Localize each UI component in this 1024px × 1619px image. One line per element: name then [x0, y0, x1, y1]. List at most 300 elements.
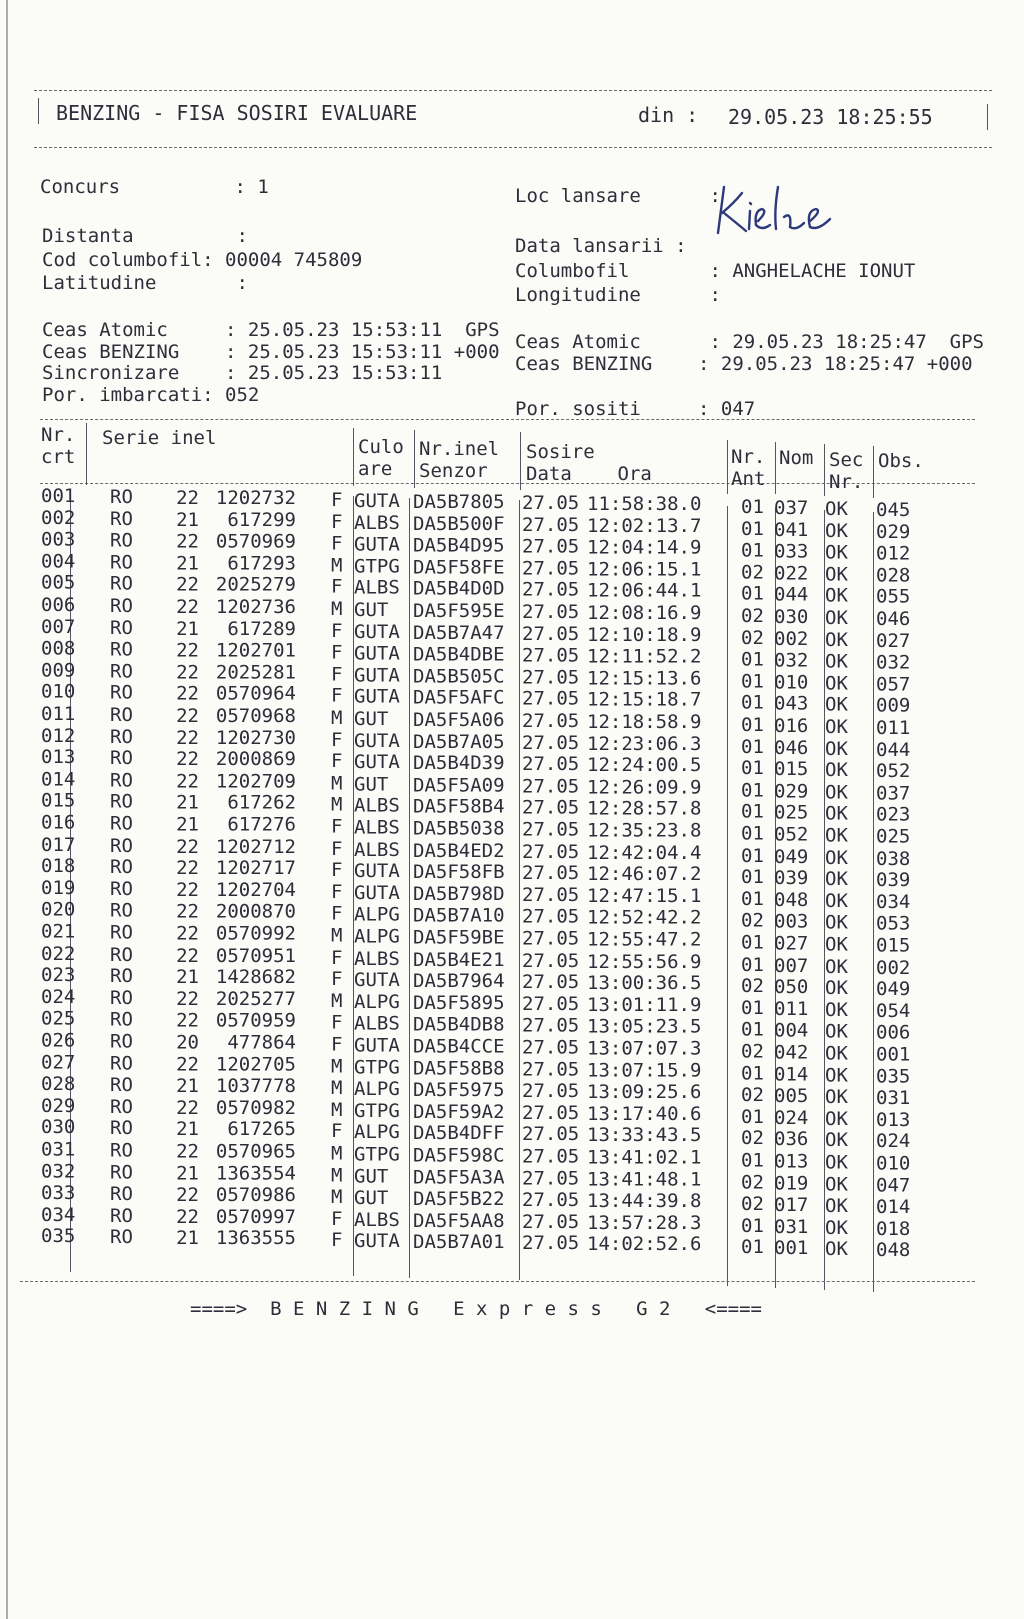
row-antenna: 01 [741, 1105, 764, 1128]
row-ring-year: 22 [176, 1140, 199, 1163]
row-arrival-date: 27.05 [522, 731, 580, 754]
row-arrival-time: 13:33:43.5 [587, 1124, 702, 1147]
row-arrival-time: 12:08:16.9 [587, 601, 702, 624]
row-color: ALBS [354, 816, 400, 839]
row-nom: 001 [774, 1237, 809, 1260]
row-nom: 049 [774, 845, 809, 868]
row-sex: M [331, 1098, 343, 1121]
row-security: OK [825, 1151, 848, 1174]
row-country: RO [110, 965, 133, 988]
row-sex: M [331, 1077, 343, 1100]
row-arrival-time: 13:41:02.1 [587, 1146, 702, 1169]
row-antenna: 01 [741, 670, 764, 693]
row-ring-number: 2025279 [215, 574, 296, 597]
row-color: ALPG [354, 903, 400, 926]
row-security: OK [825, 998, 848, 1021]
row-country: RO [110, 899, 133, 922]
row-security: OK [825, 498, 848, 520]
row-obs: 010 [876, 1152, 911, 1175]
row-number: 006 [41, 593, 76, 616]
sep-inel-header [414, 430, 415, 488]
row-obs: 015 [876, 934, 911, 957]
row-nom: 033 [774, 540, 809, 563]
row-color: GTPG [354, 1143, 400, 1166]
row-country: RO [110, 1117, 133, 1140]
row-antenna: 02 [741, 1127, 764, 1150]
row-nom: 043 [774, 693, 809, 716]
row-ring-number: 1202736 [215, 595, 296, 618]
row-sex: F [331, 685, 343, 708]
row-sex: F [331, 532, 343, 555]
row-ring-number: 1037778 [215, 1075, 296, 1098]
row-obs: 055 [876, 586, 911, 609]
row-security: OK [825, 585, 848, 608]
row-sex: M [331, 554, 343, 577]
row-sensor-ring: DA5B7964 [413, 970, 505, 993]
row-color: ALPG [354, 1078, 400, 1101]
row-ring-year: 22 [176, 770, 199, 793]
row-number: 013 [41, 746, 76, 769]
row-security: OK [825, 694, 848, 717]
row-ring-year: 20 [176, 1031, 199, 1054]
row-country: RO [110, 725, 133, 748]
row-sex: F [331, 946, 343, 969]
row-sex: M [331, 989, 343, 1012]
row-color: GTPG [354, 1099, 400, 1122]
row-arrival-time: 13:07:15.9 [587, 1059, 702, 1082]
row-ring-year: 22 [176, 879, 199, 902]
row-obs: 057 [876, 673, 911, 696]
row-arrival-date: 27.05 [522, 513, 580, 536]
row-nom: 046 [774, 736, 809, 759]
row-security: OK [825, 781, 848, 804]
row-arrival-date: 27.05 [522, 949, 580, 972]
row-color: GUT [354, 1165, 389, 1188]
row-sex: F [331, 641, 343, 664]
col-ant-label-2: Ant [731, 468, 766, 490]
table-bottom-rule [20, 1281, 975, 1282]
row-security: OK [825, 541, 848, 564]
row-antenna: 01 [741, 517, 764, 540]
row-security: OK [825, 715, 848, 738]
row-color: ALBS [354, 838, 400, 861]
row-ring-number: 617262 [227, 791, 296, 814]
row-nom: 016 [774, 714, 809, 737]
row-sensor-ring: DA5B7A05 [413, 730, 505, 753]
row-nom: 005 [774, 1085, 809, 1108]
row-sensor-ring: DA5F58FB [413, 861, 505, 884]
row-ring-year: 22 [176, 922, 199, 945]
header-top-rule [34, 90, 992, 91]
row-sensor-ring: DA5F59BE [413, 926, 505, 949]
row-arrival-date: 27.05 [522, 862, 580, 885]
row-antenna: 02 [741, 1040, 764, 1063]
row-antenna: 01 [741, 713, 764, 736]
row-country: RO [110, 551, 133, 574]
row-nom: 019 [774, 1172, 809, 1195]
row-ring-year: 22 [176, 1009, 199, 1032]
row-obs: 039 [876, 869, 911, 892]
col-nom-label: Nom [779, 447, 814, 469]
row-sex: F [331, 750, 343, 773]
row-sex: M [331, 597, 343, 620]
row-arrival-date: 27.05 [522, 796, 580, 819]
row-color: ALBS [354, 794, 400, 817]
header-right-bar [987, 104, 988, 130]
row-number: 035 [41, 1225, 76, 1248]
row-ring-year: 21 [176, 791, 199, 814]
row-obs: 027 [876, 629, 911, 652]
row-antenna: 02 [741, 1192, 764, 1215]
row-country: RO [110, 594, 133, 617]
row-arrival-date: 27.05 [522, 1080, 580, 1103]
row-color: ALPG [354, 925, 400, 948]
row-sensor-ring: DA5B4E21 [413, 948, 505, 971]
sincronizare-line: Sincronizare : 25.05.23 15:53:11 [42, 362, 443, 384]
row-color: GUTA [354, 729, 400, 752]
row-nom: 042 [774, 1041, 809, 1064]
row-antenna: 01 [741, 735, 764, 758]
row-nom: 013 [774, 1150, 809, 1173]
table-row [0, 1225, 1024, 1262]
row-ring-number: 0570992 [215, 922, 296, 945]
row-country: RO [110, 921, 133, 944]
row-sensor-ring: DA5F58FE [413, 556, 505, 579]
row-sex: F [331, 1033, 343, 1056]
row-country: RO [110, 812, 133, 835]
row-sensor-ring: DA5B4DFF [413, 1122, 505, 1145]
row-security: OK [825, 868, 848, 891]
data-lansarii-line: Data lansarii : [515, 235, 687, 257]
row-sex: F [331, 837, 343, 860]
row-arrival-time: 12:46:07.2 [587, 863, 702, 886]
row-ring-number: 617299 [227, 508, 296, 531]
row-security: OK [825, 1216, 848, 1239]
row-ring-number: 0570959 [215, 1009, 296, 1032]
row-country: RO [110, 573, 133, 596]
por-imbarcati-line: Por. imbarcati: 052 [42, 384, 260, 406]
row-sensor-ring: DA5B4ED2 [413, 839, 505, 862]
row-country: RO [110, 986, 133, 1009]
row-security: OK [825, 1064, 848, 1087]
row-arrival-time: 12:28:57.8 [587, 797, 702, 820]
row-nom: 030 [774, 605, 809, 628]
row-sex: F [331, 1011, 343, 1034]
row-obs: 009 [876, 695, 911, 718]
row-country: RO [110, 507, 133, 530]
row-nom: 007 [774, 954, 809, 977]
row-arrival-time: 13:57:28.3 [587, 1211, 702, 1234]
row-antenna: 01 [741, 648, 764, 671]
row-nom: 004 [774, 1019, 809, 1042]
row-arrival-date: 27.05 [522, 1101, 580, 1124]
row-security: OK [825, 977, 848, 1000]
row-ring-number: 2025277 [215, 987, 296, 1010]
footer-brand: ====> B E N Z I N G E x p r e s s G 2 <==== [190, 1298, 762, 1320]
row-arrival-time: 14:02:52.6 [587, 1233, 702, 1256]
row-antenna: 01 [741, 822, 764, 845]
cod-columbofil-line: Cod columbofil: 00004 745809 [42, 249, 363, 271]
row-ring-number: 1202704 [215, 879, 296, 902]
row-obs: 044 [876, 738, 911, 761]
row-arrival-date: 27.05 [522, 1232, 580, 1255]
row-ring-number: 0570968 [215, 704, 296, 727]
row-country: RO [110, 1161, 133, 1184]
col-sec-label-1: Sec [829, 449, 864, 471]
row-security: OK [825, 824, 848, 847]
row-security: OK [825, 933, 848, 956]
row-ring-number: 1428682 [215, 966, 296, 989]
row-obs: 002 [876, 956, 911, 979]
row-ring-number: 1202709 [215, 770, 296, 793]
row-arrival-time: 13:41:48.1 [587, 1168, 702, 1191]
row-security: OK [825, 955, 848, 978]
row-arrival-time: 12:18:58.9 [587, 710, 702, 733]
row-obs: 038 [876, 847, 911, 870]
row-sex: M [331, 793, 343, 816]
row-number: 020 [41, 898, 76, 921]
row-arrival-date: 27.05 [522, 579, 580, 602]
table-top-rule [40, 419, 975, 420]
row-color: ALBS [354, 1208, 400, 1231]
row-nom: 039 [774, 867, 809, 890]
row-color: GUT [354, 598, 389, 621]
row-number: 017 [41, 833, 76, 856]
row-obs: 048 [876, 1239, 911, 1262]
row-country: RO [110, 769, 133, 792]
row-country: RO [110, 1008, 133, 1031]
col-obs-label: Obs. [878, 450, 924, 472]
row-number: 029 [41, 1094, 76, 1117]
row-antenna: 02 [741, 604, 764, 627]
row-ring-year: 21 [176, 617, 199, 640]
row-ring-number: 477864 [227, 1031, 296, 1054]
row-arrival-date: 27.05 [522, 1188, 580, 1211]
row-security: OK [825, 759, 848, 782]
row-arrival-time: 12:52:42.2 [587, 906, 702, 929]
row-arrival-date: 27.05 [522, 644, 580, 667]
row-obs: 034 [876, 891, 911, 914]
row-nom: 027 [774, 932, 809, 955]
row-sex: F [331, 815, 343, 838]
row-number: 008 [41, 637, 76, 660]
row-arrival-time: 13:17:40.6 [587, 1102, 702, 1125]
row-sensor-ring: DA5B7A10 [413, 904, 505, 927]
row-color: GUTA [354, 882, 400, 905]
row-color: GUTA [354, 642, 400, 665]
row-security: OK [825, 911, 848, 934]
row-ring-number: 0570964 [215, 683, 296, 706]
row-antenna: 01 [741, 757, 764, 780]
row-color: GUTA [354, 751, 400, 774]
row-country: RO [110, 790, 133, 813]
row-ring-year: 22 [176, 1096, 199, 1119]
row-country: RO [110, 1204, 133, 1227]
row-obs: 011 [876, 716, 911, 739]
col-culoare-label-2: are [358, 458, 393, 480]
row-ring-year: 22 [176, 1053, 199, 1076]
row-nom: 022 [774, 562, 809, 585]
row-sex: M [331, 924, 343, 947]
row-arrival-time: 12:55:47.2 [587, 928, 702, 951]
row-antenna: 01 [741, 1149, 764, 1172]
row-ring-number: 617293 [227, 552, 296, 575]
row-color: GUT [354, 707, 389, 730]
row-number: 002 [41, 506, 76, 529]
row-obs: 049 [876, 978, 911, 1001]
row-antenna: 01 [741, 1062, 764, 1085]
row-sensor-ring: DA5B4DB8 [413, 1013, 505, 1036]
row-arrival-time: 13:01:11.9 [587, 993, 702, 1016]
row-number: 032 [41, 1160, 76, 1183]
row-arrival-time: 12:06:15.1 [587, 558, 702, 581]
row-arrival-date: 27.05 [522, 557, 580, 580]
row-ring-year: 22 [176, 574, 199, 597]
row-sensor-ring: DA5B4DBE [413, 643, 505, 666]
row-antenna: 02 [741, 561, 764, 584]
row-number: 021 [41, 920, 76, 943]
row-arrival-time: 13:05:23.5 [587, 1015, 702, 1038]
row-nom: 050 [774, 976, 809, 999]
row-arrival-time: 12:35:23.8 [587, 819, 702, 842]
row-sensor-ring: DA5F5AA8 [413, 1209, 505, 1232]
row-color: ALBS [354, 1012, 400, 1035]
row-ring-year: 22 [176, 530, 199, 553]
row-ring-year: 21 [176, 1162, 199, 1185]
row-arrival-date: 27.05 [522, 884, 580, 907]
row-number: 024 [41, 985, 76, 1008]
row-sensor-ring: DA5B505C [413, 665, 505, 688]
row-arrival-time: 12:02:13.7 [587, 514, 702, 537]
row-country: RO [110, 878, 133, 901]
row-sex: F [331, 510, 343, 533]
row-ring-number: 0570982 [215, 1096, 296, 1119]
ceas-benzing-end-line: Ceas BENZING : 29.05.23 18:25:47 +000 [515, 353, 973, 375]
row-ring-number: 1202730 [215, 726, 296, 749]
row-obs: 001 [876, 1043, 911, 1066]
row-number: 003 [41, 528, 76, 551]
row-arrival-date: 27.05 [522, 818, 580, 841]
row-antenna: 02 [741, 975, 764, 998]
row-sex: F [331, 859, 343, 882]
col-sec-label-2: Nr. [829, 471, 864, 493]
row-arrival-date: 27.05 [522, 992, 580, 1015]
row-color: GUTA [354, 969, 400, 992]
row-sex: F [331, 489, 343, 511]
row-color: GUTA [354, 860, 400, 883]
row-arrival-time: 13:09:25.6 [587, 1081, 702, 1104]
row-number: 033 [41, 1181, 76, 1204]
row-ring-number: 617265 [227, 1118, 296, 1141]
row-sex: F [331, 728, 343, 751]
row-security: OK [825, 737, 848, 760]
row-arrival-date: 27.05 [522, 622, 580, 645]
row-security: OK [825, 628, 848, 651]
row-security: OK [825, 672, 848, 695]
ceas-atomic-end-line: Ceas Atomic : 29.05.23 18:25:47 GPS [515, 331, 984, 353]
row-sex: F [331, 576, 343, 599]
row-arrival-date: 27.05 [522, 688, 580, 711]
row-security: OK [825, 802, 848, 825]
row-security: OK [825, 1129, 848, 1152]
row-number: 001 [41, 485, 76, 507]
row-color: GUTA [354, 1230, 400, 1253]
row-antenna: 01 [741, 866, 764, 889]
row-sex: F [331, 619, 343, 642]
row-arrival-time: 12:47:15.1 [587, 885, 702, 908]
row-number: 027 [41, 1051, 76, 1074]
row-sensor-ring: DA5F58B4 [413, 795, 505, 818]
row-sex: F [331, 1207, 343, 1230]
row-ring-year: 22 [176, 683, 199, 706]
row-obs: 037 [876, 782, 911, 805]
row-sensor-ring: DA5F5AFC [413, 687, 505, 710]
row-arrival-date: 27.05 [522, 1036, 580, 1059]
row-sex: M [331, 706, 343, 729]
col-crt-label: crt [41, 446, 76, 468]
row-nom: 010 [774, 671, 809, 694]
row-ring-year: 22 [176, 748, 199, 771]
row-obs: 006 [876, 1021, 911, 1044]
row-ring-year: 22 [176, 857, 199, 880]
row-color: GTPG [354, 1056, 400, 1079]
row-antenna: 02 [741, 626, 764, 649]
report-date-value: 29.05.23 18:25:55 [728, 105, 933, 129]
row-sensor-ring: DA5B500F [413, 512, 505, 535]
row-arrival-date: 27.05 [522, 666, 580, 689]
row-ring-year: 21 [176, 1075, 199, 1098]
row-antenna: 02 [741, 1171, 764, 1194]
row-nom: 036 [774, 1128, 809, 1151]
row-obs: 028 [876, 564, 911, 587]
row-ring-number: 0570969 [215, 530, 296, 553]
col-inel-label-1: Nr.inel [419, 438, 500, 460]
row-obs: 023 [876, 803, 911, 826]
row-color: GUT [354, 1186, 389, 1209]
row-ring-number: 0570997 [215, 1205, 296, 1228]
row-sex: M [331, 772, 343, 795]
row-ring-year: 21 [176, 552, 199, 575]
row-country: RO [110, 1052, 133, 1075]
col-inel-label-2: Senzor [419, 460, 488, 482]
row-sex: M [331, 1164, 343, 1187]
row-arrival-date: 27.05 [522, 905, 580, 928]
row-antenna: 01 [741, 953, 764, 976]
col-ant-label-1: Nr. [731, 446, 766, 468]
por-sositi-line: Por. sositi : 047 [515, 398, 756, 420]
row-arrival-time: 12:10:18.9 [587, 623, 702, 646]
row-antenna: 01 [741, 931, 764, 954]
row-number: 034 [41, 1203, 76, 1226]
row-security: OK [825, 1107, 848, 1130]
row-country: RO [110, 1139, 133, 1162]
distanta-line: Distanta : [42, 225, 248, 247]
row-nom: 024 [774, 1106, 809, 1129]
row-sex: M [331, 1185, 343, 1208]
row-number: 028 [41, 1073, 76, 1096]
row-nom: 025 [774, 801, 809, 824]
row-country: RO [110, 747, 133, 770]
row-color: GTPG [354, 555, 400, 578]
row-nom: 044 [774, 584, 809, 607]
row-country: RO [110, 703, 133, 726]
row-ring-year: 22 [176, 639, 199, 662]
row-sensor-ring: DA5B4CCE [413, 1035, 505, 1058]
row-nom: 011 [774, 997, 809, 1020]
row-arrival-time: 12:55:56.9 [587, 950, 702, 973]
latitudine-line: Latitudine : [42, 272, 248, 294]
row-color: GUTA [354, 620, 400, 643]
